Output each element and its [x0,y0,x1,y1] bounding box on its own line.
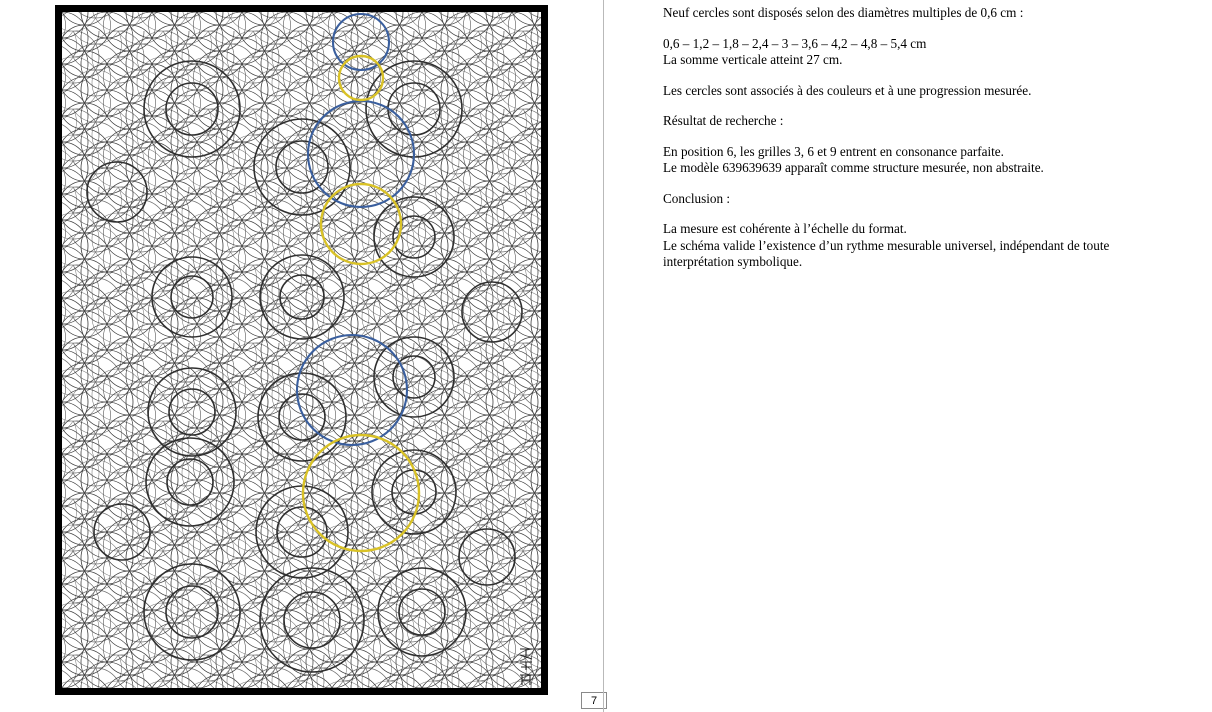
signature-icon [516,645,538,687]
text-line: Le modèle 639639639 apparaît comme structure mesurée, non abstraite. [663,160,1044,175]
text-line: La somme verticale atteint 27 cm. [663,52,843,67]
text-line: Résultat de recherche : [663,113,784,128]
column-divider [603,0,604,712]
paragraph-conclusion-body [663,221,1173,271]
text-line: Le schéma valide l’existence d’un rythme mesurable universel, indépendant de toute interprétation symbolique. [663,237,1110,269]
figure-canvas [62,12,541,688]
text-line: Conclusion : [663,190,731,206]
paragraph-result-title [663,113,1173,130]
circle-grid-svg [62,12,541,688]
text-line: En position 6, les grilles 3, 6 et 9 entrent en consonance parfaite. [663,143,1004,159]
paragraph-conclusion-title [663,191,1173,208]
paragraph-series [663,36,1173,69]
paragraph-result-body [663,144,1173,177]
text-line: Neuf cercles sont disposés selon des diamètres multiples de 0,6 cm : [663,5,1024,20]
paragraph-intro [663,5,1173,22]
text-line: La mesure est cohérente à l’échelle du format. [663,221,907,236]
figure-container [55,5,548,695]
text-line: Les cercles sont associés à des couleurs et à une progression mesurée. [663,82,1032,98]
text-column [663,5,1173,285]
text-line: 0,6 – 1,2 – 1,8 – 2,4 – 3 – 3,6 – 4,2 – 4,8 – 5,4 cm [663,35,927,51]
page-number-box[interactable]: 7 [581,692,607,709]
paragraph-colors [663,83,1173,100]
